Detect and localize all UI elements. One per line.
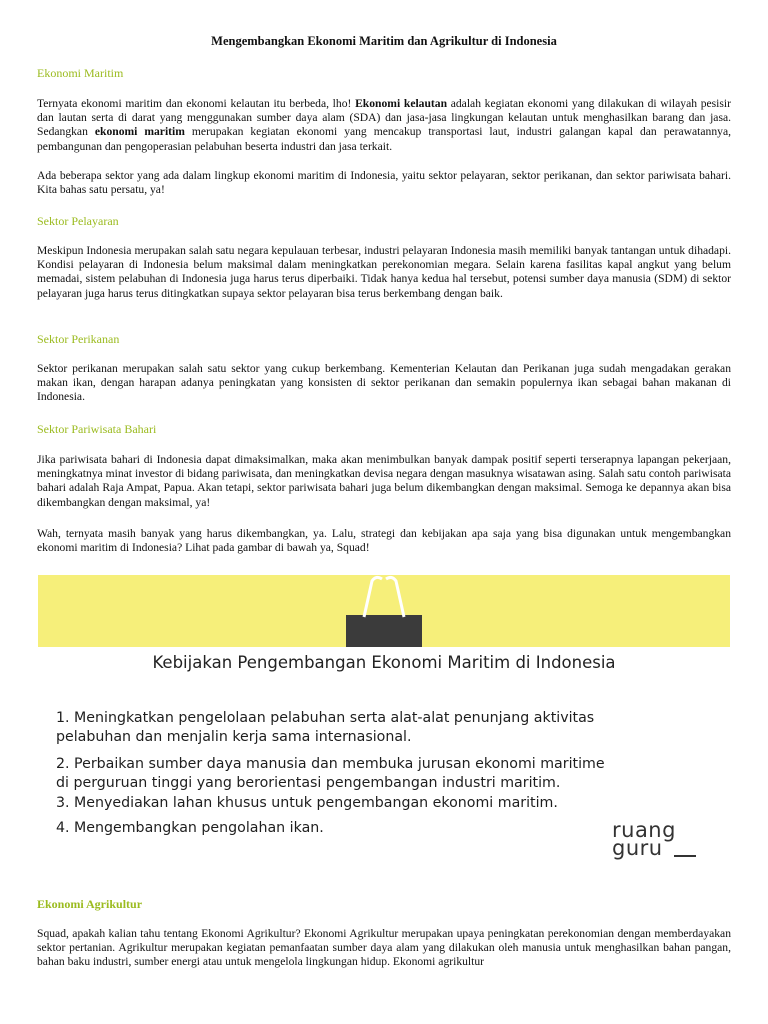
p1-text-1: Ternyata ekonomi maritim dan ekonomi kelautan itu berbeda, lho! — [37, 97, 356, 110]
heading-ekonomi-maritim: Ekonomi Maritim — [37, 66, 124, 80]
paragraph-ekonomi-agrikultur: Squad, apakah kalian tahu tentang Ekonomi Agrikultur? Ekonomi Agrikultur merupakan upaya peningkatan perekonomian dengan memberdayakan sektor pertanian. Agrikultur merupakan kegiatan pemanfaatan sumber daya alam yang dilakukan oleh manusia untuk menghasilkan bahan pangan, bahan baku industri, sumber energi atau untuk mengelola lingkungan hidup. Ekonomi agrikultur — [37, 927, 731, 969]
item-3-line-1: 3. Menyediakan lahan khusus untuk pengembangan ekonomi maritim. — [56, 795, 558, 811]
logo-line-2: guru — [612, 836, 663, 860]
item-4-line-1: 4. Mengembangkan pengolahan ikan. — [56, 820, 324, 836]
page-title: Mengembangkan Ekonomi Maritim dan Agrikultur di Indonesia — [211, 34, 557, 48]
heading-sektor-pariwisata-bahari: Sektor Pariwisata Bahari — [37, 422, 157, 436]
p1-bold-ekonomi-maritim: ekonomi maritim — [94, 125, 185, 139]
heading-sektor-perikanan: Sektor Perikanan — [37, 332, 120, 346]
heading-ekonomi-agrikultur: Ekonomi Agrikultur — [37, 897, 143, 911]
paragraph-sektor-perikanan: Sektor perikanan merupakan salah satu sektor yang cukup berkembang. Kementerian Kelautan dan Perikanan juga sudah mengadakan gerakan makan ikan, dengan harapan adanya peningkatan yang konsisten di sektor perikanan dan semakin populernya ikan sebagai bahan makanan di Indonesia. — [37, 362, 731, 404]
infographic-item-3 — [56, 794, 716, 813]
paragraph-sektor-pelayaran: Meskipun Indonesia merupakan salah satu negara kepulauan terbesar, industri pelayaran Indonesia masih memiliki banyak tantangan untuk dihadapi. Kondisi pelayaran di Indonesia belum maksimal dalam meningkatkan perekonomian megara. Selain karena fasilitas kapal angkut yang belum memadai, sistem pelabuhan di Indonesia juga harus terus diperbaiki. Tidak hanya kedua hal tersebut, potensi sumber daya manusia (SDM) di sektor pelayaran juga harus terus ditingkatkan supaya sektor pelayaran bisa terus berkembang dengan baik. — [37, 244, 731, 300]
p1-bold-ekonomi-kelautan: Ekonomi kelautan — [355, 97, 448, 110]
item-2-line-1: 2. Perbaikan sumber daya manusia dan membuka jurusan ekonomi maritime — [56, 756, 605, 772]
ruangguru-logo — [612, 818, 676, 860]
paragraph-sectors-intro: Ada beberapa sektor yang ada dalam lingkup ekonomi maritim di Indonesia, yaitu sektor pelayaran, sektor perikanan, dan sektor pariwisata bahari. Kita bahas satu persatu, ya! — [37, 169, 731, 197]
item-1-line-2: pelabuhan dan menjalin kerja sama internasional. — [56, 729, 412, 745]
item-1-line-1: 1. Meningkatkan pengelolaan pelabuhan serta alat-alat penunjang aktivitas — [56, 710, 595, 726]
infographic-kebijakan-maritim — [38, 575, 730, 865]
logo-line-1: ruang — [612, 818, 676, 842]
item-2-line-2: di perguruan tinggi yang berorientasi pengembangan industri maritim. — [56, 775, 561, 791]
infographic-item-1 — [56, 709, 716, 747]
heading-sektor-pelayaran: Sektor Pelayaran — [37, 214, 119, 228]
binder-clip-icon — [342, 575, 426, 647]
infographic-item-2 — [56, 755, 716, 793]
paragraph-sektor-pariwisata-bahari: Jika pariwisata bahari di Indonesia dapat dimaksimalkan, maka akan menimbulkan banyak dampak positif seperti terserapnya lapangan pekerjaan, meningkatnya minat investor di bidang pariwisata, dan meningkatkan devisa negara dengan masuknya wisatawan asing. Salah satu contoh pariwisata bahari adalah Raja Ampat, Papua. Akan tetapi, sektor pariwisata bahari juga belum dikembangkan dengan maksimal. Semoga ke depannya akan bisa dikembangkan dengan maksimal, ya! — [37, 453, 731, 509]
infographic-title: Kebijakan Pengembangan Ekonomi Maritim di Indonesia — [152, 653, 616, 672]
p1-text-2: adalah kegiatan ekonomi yang dilakukan di wilayah pesisir dan lautan serta di darat yang menggunakan sumber daya alam (SDA) dan jasa-jasa lingkungan kelautan untuk menghasilkan barang dan jasa. Sedangkan — [37, 97, 731, 139]
logo-underline — [674, 855, 696, 857]
paragraph-maritim-definition — [37, 97, 731, 154]
paragraph-closing-maritim: Wah, ternyata masih banyak yang harus dikembangkan, ya. Lalu, strategi dan kebijakan apa saja yang bisa digunakan untuk mengembangkan ekonomi maritim di Indonesia? Lihat pada gambar di bawah ya, Squad! — [37, 527, 731, 555]
p1-text-3: merupakan kegiatan ekonomi yang mencakup transportasi laut, industri galangan kapal dan perawatannya, pembangunan dan pengoperasian pelabuhan beserta industri dan jasa terkait. — [37, 125, 731, 153]
